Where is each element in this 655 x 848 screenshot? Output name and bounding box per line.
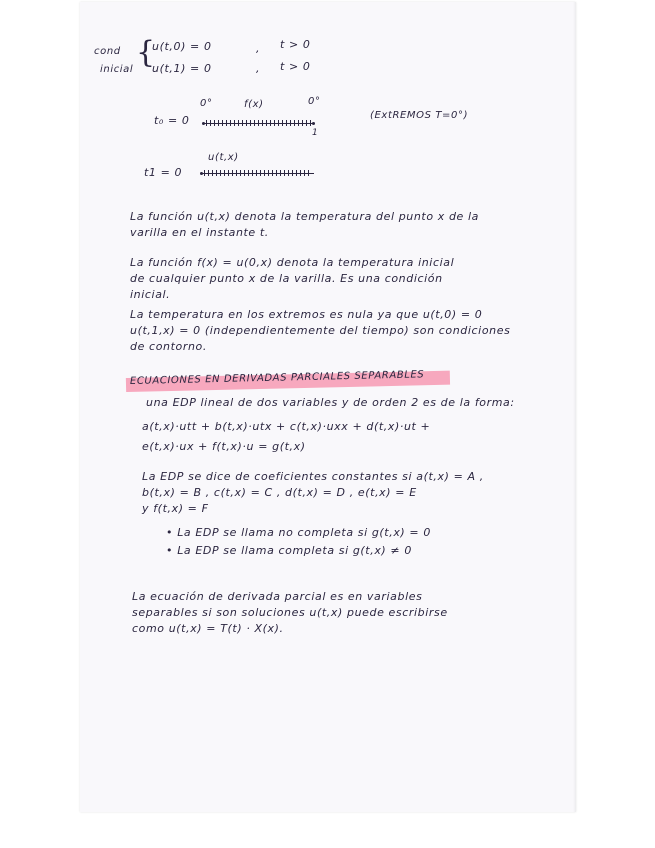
conditions-brace: { [136, 35, 156, 70]
paragraph3-line3: de contorno. [130, 340, 207, 353]
final-line1: La ecuación de derivada parcial es en variables [132, 590, 423, 603]
fx-label: f(x) [244, 99, 264, 110]
rod-one-label: 1 [312, 128, 319, 138]
condition-eq2-comma: , [256, 62, 261, 75]
utx-label: u(t,x) [208, 152, 239, 163]
section-heading: ECUACIONES EN DERIVADAS PARCIALES SEPARABLES [129, 369, 425, 387]
t1-label: t1 = 0 [144, 166, 183, 179]
page-edge-shadow [573, 2, 576, 812]
final-line2: separables si son soluciones u(t,x) puede escribirse [132, 606, 448, 619]
constant-coeff-line1: La EDP se dice de coeficientes constantes si a(t,x) = A , [142, 470, 484, 483]
paragraph2-line1: La función f(x) = u(0,x) denota la temperatura inicial [130, 256, 455, 269]
notebook-page [80, 2, 576, 812]
rod-t1-ticks [204, 170, 312, 176]
final-line3: como u(t,x) = T(t) · X(x). [132, 622, 284, 635]
bullet-complete-text: La EDP se llama completa si g(t,x) ≠ 0 [177, 544, 412, 557]
conditions-label-line1: cond [94, 46, 121, 57]
condition-eq1: u(t,0) = 0 [152, 40, 212, 53]
right-degree-label: 0° [308, 96, 321, 107]
paragraph2-line2: de cualquier punto x de la varilla. Es una condición [130, 272, 443, 285]
conditions-label-line2: inicial [100, 64, 134, 75]
constant-coeff-line2: b(t,x) = B , c(t,x) = C , d(t,x) = D , e(t,x) = E [142, 486, 417, 499]
rod-right-end [312, 122, 315, 125]
constant-coeff-line3: y f(t,x) = F [142, 502, 209, 515]
paragraph1-line1: La función u(t,x) denota la temperatura del punto x de la [130, 210, 480, 223]
bullet-incomplete-text: La EDP se llama no completa si g(t,x) = 0 [177, 526, 431, 539]
condition-eq2-cond: t > 0 [280, 60, 311, 73]
rod-t0-ticks [206, 120, 312, 126]
condition-eq2: u(t,1) = 0 [152, 62, 212, 75]
edp-equation-line2: e(t,x)·ux + f(t,x)·u = g(t,x) [142, 440, 306, 453]
paragraph3-line2: u(t,1,x) = 0 (independientemente del tiempo) son condiciones [130, 324, 511, 337]
bullet-complete: • La EDP se llama completa si g(t,x) ≠ 0 [166, 544, 412, 557]
paragraph1-line2: varilla en el instante t. [130, 226, 269, 239]
edp-equation-line1: a(t,x)·utt + b(t,x)·utx + c(t,x)·uxx + d(t,x)·ut + [142, 420, 431, 433]
extremes-note: (ExtREMOS T=0°) [370, 110, 469, 121]
paragraph3-line1: La temperatura en los extremos es nula ya que u(t,0) = 0 [130, 308, 483, 321]
condition-eq1-cond: t > 0 [280, 38, 311, 51]
left-degree-label: 0° [200, 98, 213, 109]
paragraph2-line3: inicial. [130, 288, 171, 301]
section-intro: una EDP lineal de dos variables y de orden 2 es de la forma: [146, 396, 515, 409]
t0-label: t₀ = 0 [154, 114, 190, 127]
bullet-incomplete: • La EDP se llama no completa si g(t,x) = 0 [166, 526, 431, 539]
condition-eq1-comma: , [256, 42, 261, 55]
